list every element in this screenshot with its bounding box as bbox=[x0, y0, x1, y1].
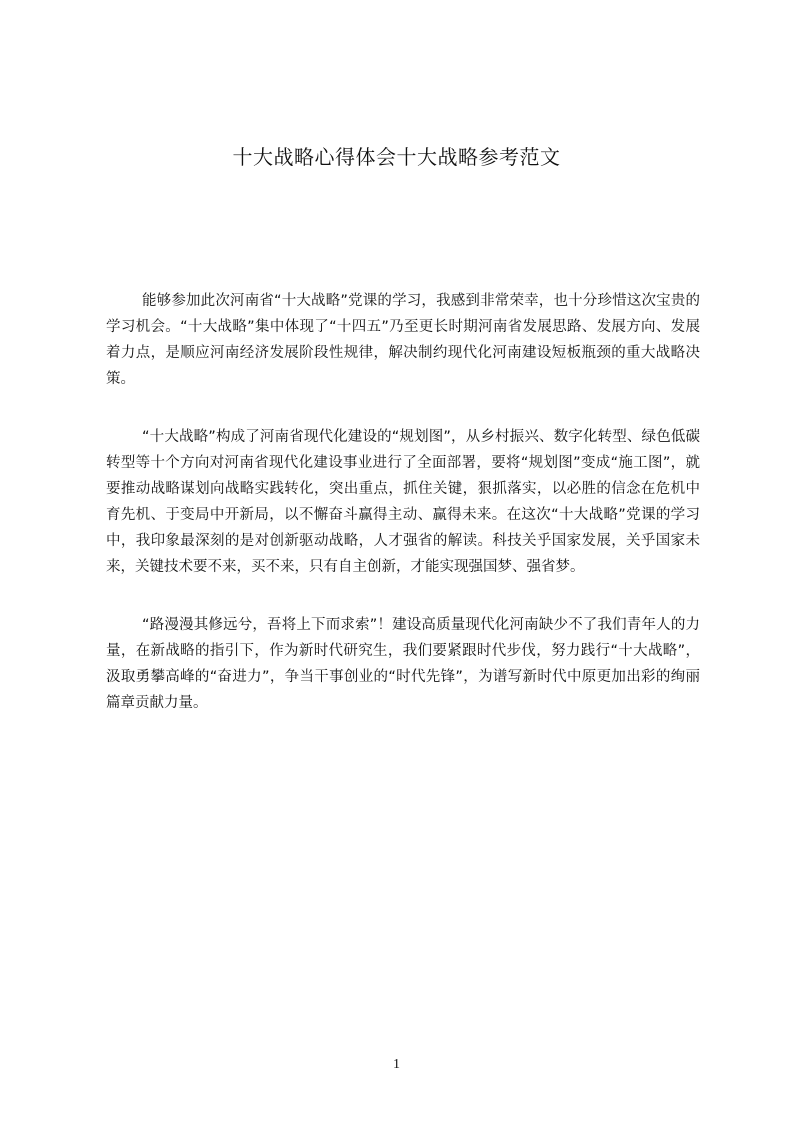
paragraph-2: “十大战略”构成了河南省现代化建设的“规划图”，从乡村振兴、数字化转型、绿色低碳转型等十个方向对河南省现代化建设事业进行了全面部署，要将“规划图”变成“施工图”，就要推动战略谋划向战略实践转化，突出重点，抓住关键，狠抓落实，以必胜的信念在危机中育先机、于变局中开新局，以不懈奋斗赢得主动、赢得未来。在这次“十大战略”党课的学习中，我印象最深刻的是对创新驱动战略，人才强省的解读。科技关乎国家发展，关乎国家未来，关键技术要不来，买不来，只有自主创新，才能实现强国梦、强省梦。 bbox=[106, 429, 700, 575]
page-number: 1 bbox=[393, 1057, 400, 1072]
paragraph-3: “路漫漫其修远兮，吾将上下而求索”！建设高质量现代化河南缺少不了我们青年人的力量，在新战略的指引下，作为新时代研究生，我们要紧跟时代步伐，努力践行“十大战略”，汲取勇攀高峰的“奋进力”，争当干事创业的“时代先锋”，为谱写新时代中原更加出彩的绚丽篇章贡献力量。 bbox=[106, 617, 700, 711]
document-title: 十大战略心得体会十大战略参考范文 bbox=[232, 145, 561, 169]
paragraph-1: 能够参加此次河南省“十大战略”党课的学习，我感到非常荣幸，也十分珍惜这次宝贵的学习机会。“十大战略”集中体现了“十四五”乃至更长时期河南省发展思路、发展方向、发展着力点，是顺应河南经济发展阶段性规律，解决制约现代化河南建设短板瓶颈的重大战略决策。 bbox=[106, 293, 700, 387]
document-body bbox=[106, 288, 700, 748]
